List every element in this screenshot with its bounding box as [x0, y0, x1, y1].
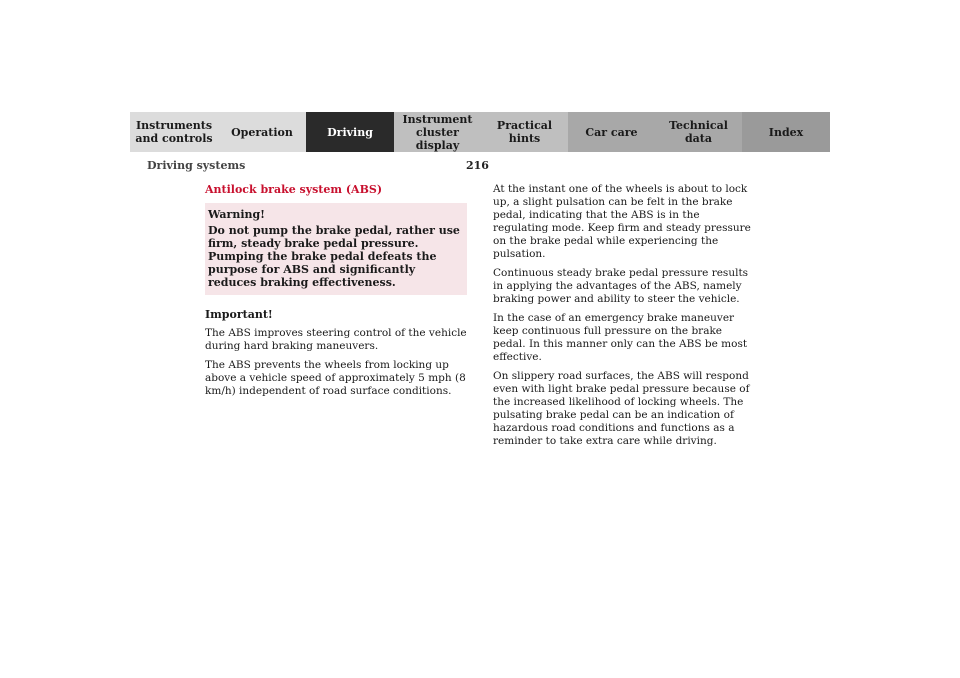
section-title: Antilock brake system (ABS)	[205, 183, 383, 196]
tab-label: Operation	[231, 125, 293, 139]
tab-label: Practical hints	[496, 119, 553, 145]
paragraph: At the instant one of the wheels is about to lock up, a slight pulsation can be felt in the brake pedal, indicating that the ABS is in the regulating mode. Keep firm and steady pressure on the brake pedal while experiencing the pulsation.	[493, 183, 751, 260]
tab-label: Instruments and controls	[135, 119, 213, 145]
paragraph: On slippery road surfaces, the ABS will respond even with light brake pedal pressure because of the increased likelihood of locking wheels. The pulsating brake pedal can be an indication of hazardous road conditions and functions as a reminder to take extra care while driving.	[493, 370, 750, 447]
warning-title: Warning!	[208, 208, 266, 221]
tab-label: Technical data	[669, 119, 728, 145]
tab-label: Instrument cluster display	[402, 112, 473, 152]
paragraph: Continuous steady brake pedal pressure results in applying the advantages of the ABS, namely braking power and ability to steer the vehicle.	[493, 267, 749, 305]
warning-box	[205, 203, 467, 295]
right-column	[493, 183, 757, 454]
tab-technical-data[interactable]	[655, 112, 742, 152]
section-header: Driving systems	[147, 159, 246, 172]
tab-car-care[interactable]	[568, 112, 655, 152]
tab-label: Car care	[585, 125, 638, 139]
tab-practical-hints[interactable]	[481, 112, 568, 152]
tab-operation[interactable]	[218, 112, 306, 152]
tab-driving[interactable]	[306, 112, 394, 152]
paragraph: The ABS improves steering control of the vehicle during hard braking maneuvers.	[205, 327, 467, 352]
left-column	[205, 183, 467, 404]
tab-label: Index	[768, 125, 804, 139]
warning-text: Do not pump the brake pedal, rather use firm, steady brake pedal pressure. Pumping the brake pedal defeats the purpose for ABS and significantly reduces braking effectiveness.	[208, 224, 460, 289]
paragraph: The ABS prevents the wheels from locking up above a vehicle speed of approximately 5 mph (8 km/h) independent of road surface conditions.	[205, 359, 466, 397]
tab-instrument-cluster-display[interactable]	[394, 112, 481, 152]
tab-instruments-and-controls[interactable]	[130, 112, 218, 152]
tab-label: Driving	[327, 125, 373, 139]
tab-index[interactable]	[742, 112, 830, 152]
paragraph: In the case of an emergency brake maneuver keep continuous full pressure on the brake pedal. In this manner only can the ABS be most effective.	[493, 312, 748, 363]
chapter-tabs	[130, 112, 830, 152]
page-number: 216	[466, 159, 489, 172]
important-label: Important!	[205, 308, 273, 321]
